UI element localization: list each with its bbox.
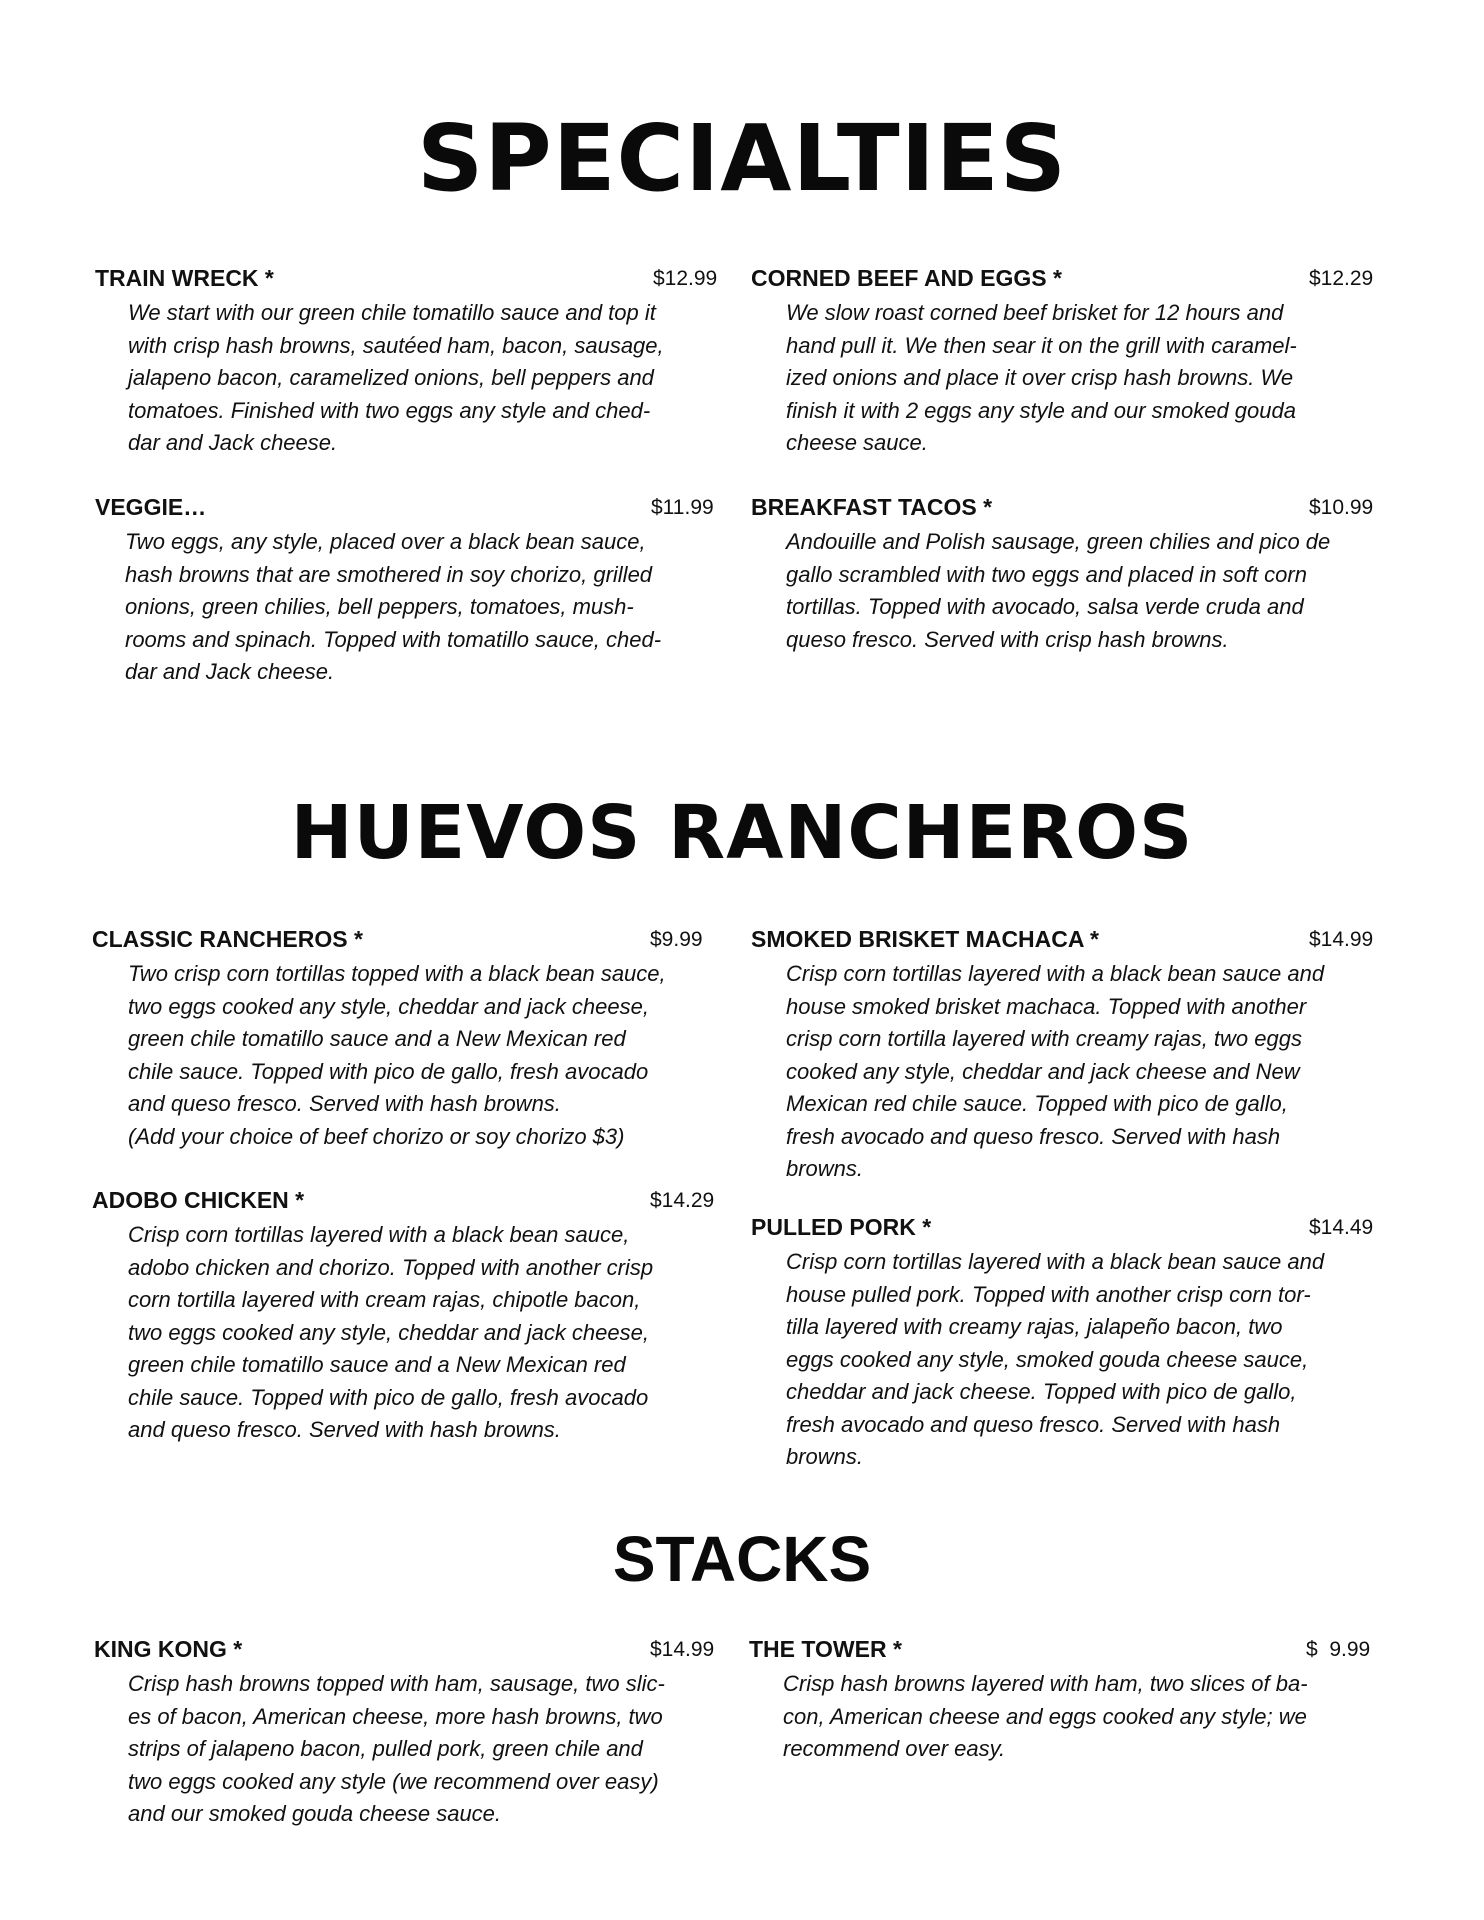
item-price: $14.29 xyxy=(650,1189,715,1212)
item-price: $11.99 xyxy=(651,496,714,519)
item-price: $14.99 xyxy=(1309,928,1374,951)
menu-item-classic-rancheros xyxy=(92,926,732,1153)
item-description: Crisp corn tortillas layered with a black bean sauce and house pulled pork. Topped with another crisp corn tor- tilla layered with creamy rajas, jalapeño bacon, two eggs cooked any style, smoked gouda cheese sauce, cheddar and jack cheese. Topped with pico de gallo, fresh avocado and queso fresco. Served with hash browns. xyxy=(786,1249,1325,1469)
item-description: We slow roast corned beef brisket for 12 hours and hand pull it. We then sear it on the grill with caramel- ized onions and place it over crisp hash browns. We finish it with 2 eggs any style and our smoked gouda cheese sauce. xyxy=(786,300,1297,455)
menu-item-pulled-pork xyxy=(751,1214,1391,1474)
section-title-specialties: SPECIALTIES xyxy=(417,105,1067,212)
item-name: BREAKFAST TACOS * xyxy=(751,494,993,520)
item-description: Crisp hash browns topped with ham, sausage, two slic- es of bacon, American cheese, more hash browns, two strips of jalapeno bacon, pulled pork, green chile and two eggs cooked any style (we recommend over easy) and our smoked gouda cheese sauce. xyxy=(128,1671,665,1826)
menu-item-train-wreck xyxy=(95,265,735,460)
item-name: CORNED BEEF AND EGGS * xyxy=(751,265,1062,291)
item-price: $14.49 xyxy=(1309,1216,1374,1239)
item-price: $14.99 xyxy=(650,1638,715,1661)
item-name: TRAIN WRECK * xyxy=(95,265,274,291)
item-description: Andouille and Polish sausage, green chilies and pico de gallo scrambled with two eggs and placed in soft corn tortillas. Topped with avocado, salsa verde cruda and queso fresco. Served with crisp hash browns. xyxy=(786,529,1331,652)
menu-item-breakfast-tacos xyxy=(751,494,1391,656)
section-title-huevos-rancheros: HUEVOS RANCHEROS xyxy=(290,790,1194,876)
menu-item-smoked-brisket-machaca xyxy=(751,926,1391,1186)
item-description: Crisp hash browns layered with ham, two slices of ba- con, American cheese and eggs cooked any style; we recommend over easy. xyxy=(783,1671,1308,1761)
item-description: We start with our green chile tomatillo sauce and top it with crisp hash browns, sautéed ham, bacon, sausage, jalapeno bacon, caramelized onions, bell peppers and tomatoes. Finished with two eggs any style and ched- dar and Jack cheese. xyxy=(128,300,664,455)
item-price: $12.29 xyxy=(1309,267,1374,290)
item-price: $12.99 xyxy=(653,267,718,290)
item-price: $10.99 xyxy=(1309,496,1374,519)
section-title-stacks: STACKS xyxy=(612,1523,872,1595)
item-description: Crisp corn tortillas layered with a black bean sauce, adobo chicken and chorizo. Topped with another crisp corn tortilla layered with cream rajas, chipotle bacon, two eggs cooked any style, cheddar and jack cheese, green chile tomatillo sauce and a New Mexican red chile sauce. Topped with pico de gallo, fresh avocado and queso fresco. Served with hash browns. xyxy=(128,1222,654,1442)
item-name: SMOKED BRISKET MACHACA * xyxy=(751,926,1099,952)
item-description: Crisp corn tortillas layered with a black bean sauce and house smoked brisket machaca. Topped with another crisp corn tortilla layered with creamy rajas, two eggs cooked any style, cheddar and jack cheese and New Mexican red chile sauce. Topped with pico de gallo, fresh avocado and queso fresco. Served with hash browns. xyxy=(786,961,1325,1181)
menu-item-adobo-chicken xyxy=(92,1187,732,1447)
item-price: $ 9.99 xyxy=(1306,1638,1371,1661)
item-price: $9.99 xyxy=(650,928,703,951)
item-name: ADOBO CHICKEN * xyxy=(92,1187,305,1213)
item-name: KING KONG * xyxy=(94,1636,243,1662)
item-description: Two crisp corn tortillas topped with a black bean sauce, two eggs cooked any style, cheddar and jack cheese, green chile tomatillo sauce and a New Mexican red chile sauce. Topped with pico de gallo, fresh avocado and queso fresco. Served with hash browns. (Add your choice of beef chorizo or soy chorizo $3) xyxy=(128,961,666,1149)
item-name: THE TOWER * xyxy=(749,1636,902,1662)
item-name: VEGGIE… xyxy=(95,494,207,520)
menu-item-veggie xyxy=(95,494,735,689)
item-name: PULLED PORK * xyxy=(751,1214,932,1240)
menu-item-the-tower xyxy=(749,1636,1389,1766)
item-name: CLASSIC RANCHEROS * xyxy=(92,926,363,952)
item-description: Two eggs, any style, placed over a black bean sauce, hash browns that are smothered in soy chorizo, grilled onions, green chilies, bell peppers, tomatoes, mush- rooms and spinach. Topped with tomatillo sauce, ched- dar and Jack cheese. xyxy=(125,529,662,684)
menu-item-king-kong xyxy=(94,1636,734,1831)
menu-item-corned-beef-and-eggs xyxy=(751,265,1391,460)
